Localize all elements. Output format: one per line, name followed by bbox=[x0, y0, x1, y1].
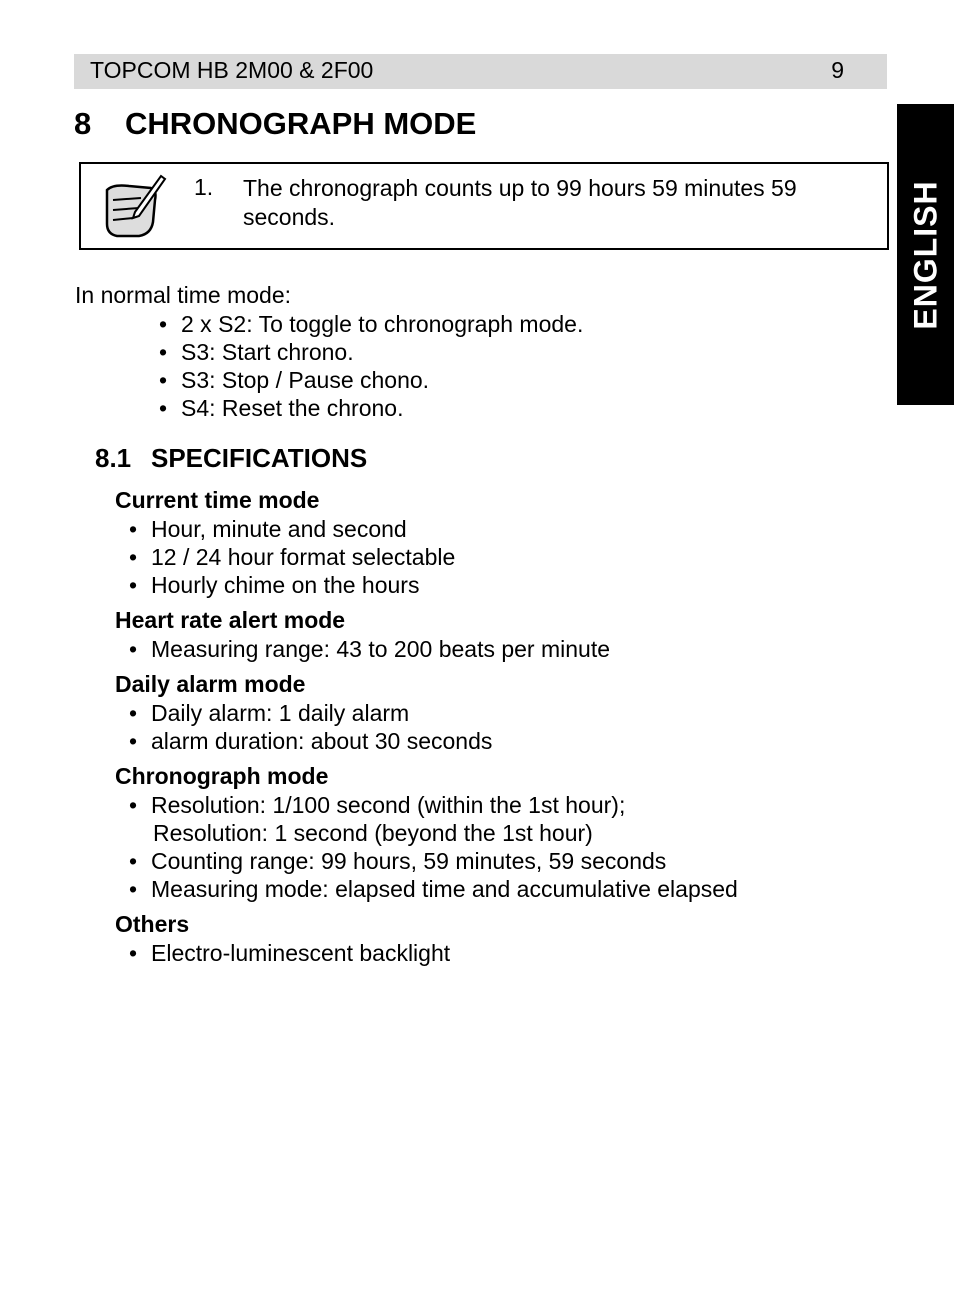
normal-mode-intro: In normal time mode: bbox=[75, 282, 292, 308]
spec-heading-daily-alarm: Daily alarm mode bbox=[115, 671, 306, 697]
list-item: • Electro-luminescent backlight bbox=[129, 940, 451, 966]
note-text: The chronograph counts up to 99 hours 59 minutes 59 seconds. bbox=[243, 175, 797, 230]
subsection-number: 8.1 bbox=[95, 443, 132, 473]
note-box bbox=[79, 162, 889, 250]
spec-list-heart-rate bbox=[129, 635, 611, 663]
document-title: TOPCOM HB 2M00 & 2F00 bbox=[90, 57, 374, 83]
list-item: • Counting range: 99 hours, 59 minutes, 59 seconds bbox=[129, 848, 667, 874]
list-item: • 12 / 24 hour format selectable bbox=[129, 544, 456, 570]
spec-list-others bbox=[129, 939, 451, 967]
section-number: 8 bbox=[74, 106, 92, 141]
page-number: 9 bbox=[831, 57, 844, 83]
language-tab bbox=[897, 104, 954, 405]
page-header bbox=[74, 54, 887, 89]
list-item: • Measuring range: 43 to 200 beats per minute bbox=[129, 636, 611, 662]
subsection-title: SPECIFICATIONS bbox=[151, 443, 368, 473]
section-title: CHRONOGRAPH MODE bbox=[125, 106, 477, 141]
list-item: • S3: Start chrono. bbox=[159, 339, 354, 365]
spec-list-chronograph bbox=[129, 791, 738, 903]
list-item: • Hourly chime on the hours bbox=[129, 572, 420, 598]
list-item: • S3: Stop / Pause chono. bbox=[159, 367, 430, 393]
spec-heading-current-time: Current time mode bbox=[115, 487, 320, 513]
list-item: • Resolution: 1/100 second (within the 1st hour); bbox=[129, 792, 626, 818]
specifications-heading bbox=[95, 443, 367, 474]
list-item: • alarm duration: about 30 seconds bbox=[129, 728, 493, 754]
list-item: Resolution: 1 second (beyond the 1st hour) bbox=[153, 820, 593, 846]
language-tab-label: ENGLISH bbox=[907, 179, 943, 330]
spec-list-current-time bbox=[129, 515, 456, 599]
list-item: • 2 x S2: To toggle to chronograph mode. bbox=[159, 311, 584, 337]
spec-heading-others: Others bbox=[115, 911, 190, 937]
normal-mode-list bbox=[159, 310, 584, 422]
spec-heading-chronograph: Chronograph mode bbox=[115, 763, 329, 789]
list-item: • Hour, minute and second bbox=[129, 516, 407, 542]
note-pen-icon bbox=[99, 170, 169, 242]
list-item: • Daily alarm: 1 daily alarm bbox=[129, 700, 410, 726]
list-item: • S4: Reset the chrono. bbox=[159, 395, 404, 421]
note-number: 1. bbox=[194, 174, 214, 200]
spec-list-daily-alarm bbox=[129, 699, 493, 755]
section-heading bbox=[74, 106, 476, 142]
spec-heading-heart-rate: Heart rate alert mode bbox=[115, 607, 346, 633]
list-item: • Measuring mode: elapsed time and accumulative elapsed bbox=[129, 876, 738, 902]
